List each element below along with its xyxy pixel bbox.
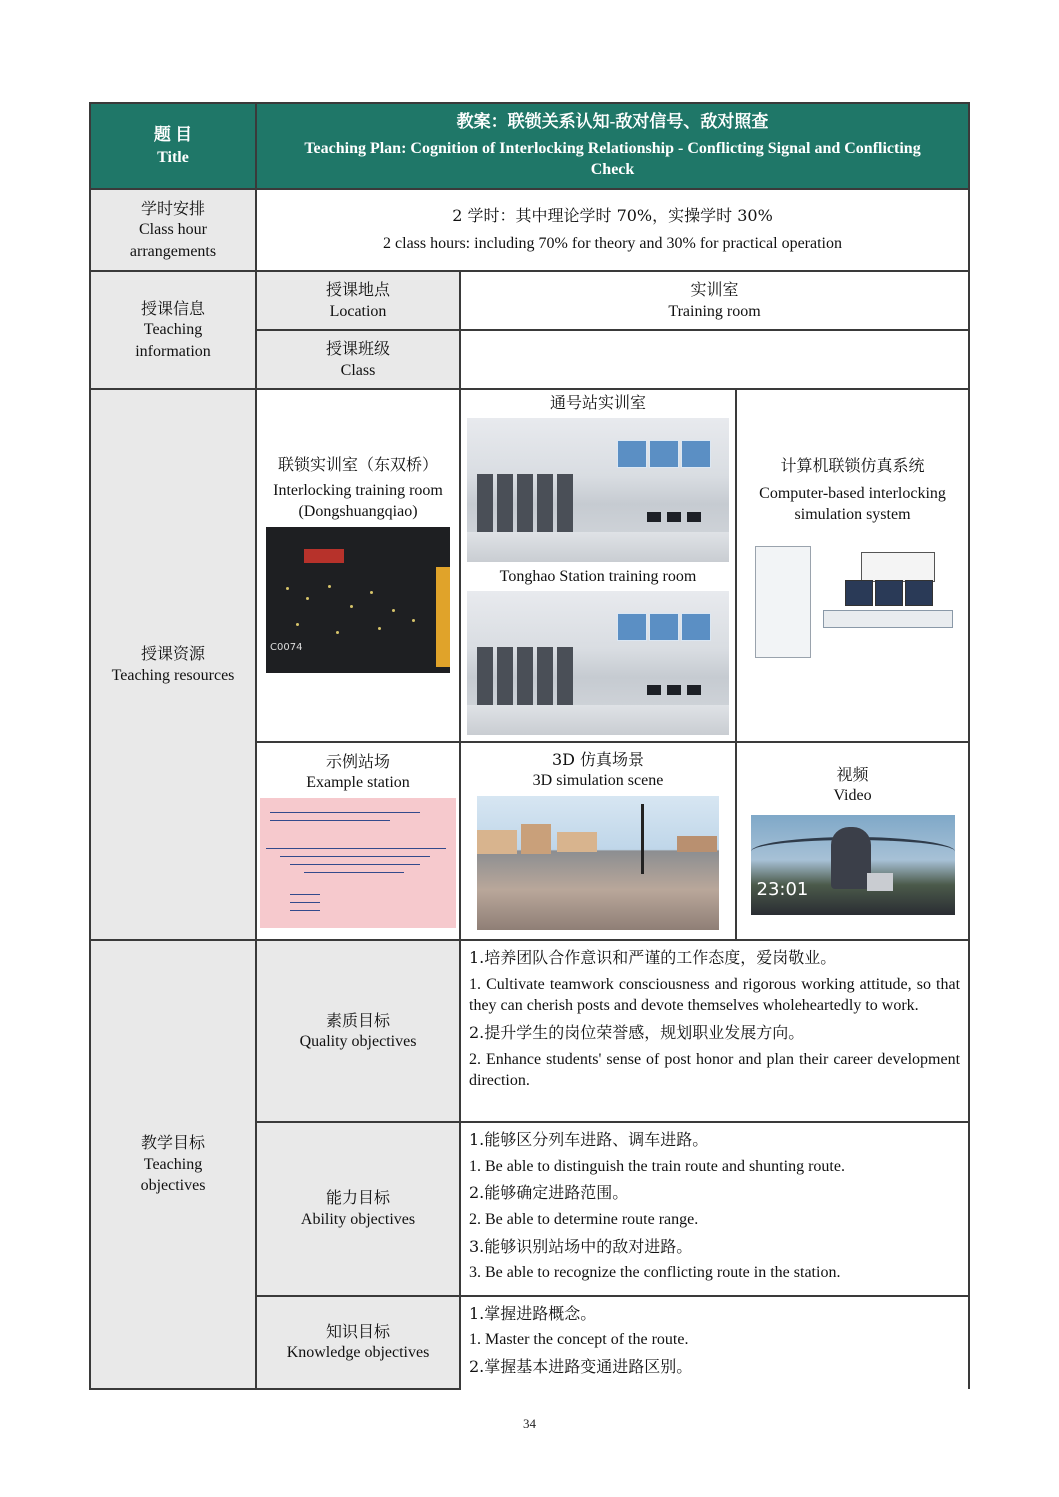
video-cn: 视频 [836, 764, 869, 784]
ability-item: 1.能够区分列车进路、调车进路。 [469, 1130, 709, 1150]
ability-label-cell [256, 1122, 460, 1296]
title-label-cell [90, 103, 256, 189]
ability-items-cell [460, 1122, 969, 1296]
sim-big-screen [861, 552, 935, 582]
title-cn: 教案：联锁关系认知-敌对信号、敌对照查 [456, 111, 769, 131]
resources-label-cn: 授课资源 [140, 644, 205, 663]
person-figure [436, 567, 450, 667]
sim-cabinet [755, 546, 811, 658]
knowledge-items-cell [460, 1296, 969, 1389]
class-label-cn: 授课班级 [325, 338, 390, 358]
example-station-diagram [260, 798, 456, 928]
knowledge-label-en: Knowledge objectives [286, 1344, 430, 1362]
title-label-en: Title [157, 148, 189, 166]
tonghao-photo-2 [467, 591, 729, 735]
knowledge-item: 1.掌握进路概念。 [469, 1303, 597, 1323]
scene3d-cell [460, 742, 736, 940]
quality-label-cn: 素质目标 [325, 1010, 390, 1030]
quality-item: 2.提升学生的岗位荣誉感，规划职业发展方向。 [469, 1022, 805, 1042]
objectives-label-cn: 教学目标 [140, 1132, 205, 1152]
location-value-cell [460, 271, 969, 330]
class-hours-label-cn: 学时安排 [140, 198, 205, 218]
tonghao-cn: 通号站实训室 [549, 393, 646, 412]
quality-item: 2. Enhance students' sense of post honor and plan their career development direction. [469, 1050, 961, 1090]
class-value-cell [460, 330, 969, 389]
sim-system-photo [753, 536, 953, 672]
objectives-label-en: Teaching objectives [140, 1155, 206, 1195]
scene3d-en: 3D simulation scene [532, 772, 664, 790]
panel-red-sign [304, 549, 344, 563]
quality-item: 1.培养团队合作意识和严谨的工作态度，爱岗敬业。 [469, 948, 837, 968]
teaching-info-label-cell [90, 271, 256, 389]
ability-label-en: Ability objectives [300, 1210, 416, 1228]
tonghao-photo-1 [467, 418, 729, 562]
sim-system-en: Computer-based interlocking simulation system [759, 484, 946, 524]
knowledge-label-cell [256, 1296, 460, 1389]
example-station-en: Example station [306, 774, 410, 792]
title-en: Teaching Plan: Cognition of Interlocking Relationship - Conflicting Signal and Conflicting Check [304, 139, 921, 179]
ability-item: 3.能够识别站场中的敌对进路。 [469, 1236, 693, 1256]
class-label-cell [256, 330, 460, 389]
location-value-en: Training room [668, 302, 761, 320]
title-label-cn: 题 目 [153, 124, 193, 144]
teaching-info-label-en: Teaching information [135, 321, 211, 360]
location-label-cell [256, 271, 460, 330]
objectives-label-cell [90, 940, 256, 1388]
class-hours-label-cell [90, 189, 256, 271]
knowledge-item: 1. Master the concept of the route. [469, 1331, 689, 1349]
page-number: 34 [523, 1416, 536, 1431]
scene3d-image [477, 796, 719, 930]
example-station-cn: 示例站场 [325, 751, 390, 771]
location-label-en: Location [329, 302, 387, 320]
location-value-cn: 实训室 [690, 279, 739, 299]
laptop-shape [867, 873, 893, 891]
interlocking-room-cell [256, 389, 460, 742]
video-en: Video [833, 787, 872, 805]
location-label-cn: 授课地点 [325, 279, 390, 299]
ability-item: 1. Be able to distinguish the train route and shunting route. [469, 1157, 845, 1175]
ability-item: 2. Be able to determine route range. [469, 1210, 699, 1228]
video-thumbnail[interactable] [751, 815, 955, 915]
teaching-info-label-cn: 授课信息 [140, 298, 205, 318]
example-station-cell [256, 742, 460, 940]
knowledge-item: 2.掌握基本进路变通进路区别。 [469, 1356, 693, 1376]
class-hours-label-en: Class hour arrangements [129, 221, 217, 260]
interlocking-room-en: Interlocking training room (Dongshuangqiao) [273, 481, 443, 521]
quality-label-en: Quality objectives [299, 1033, 417, 1051]
scene3d-cn: 3D 仿真场景 [551, 749, 645, 769]
quality-items-cell [460, 940, 969, 1122]
presenter-figure [831, 827, 871, 889]
knowledge-label-cn: 知识目标 [325, 1321, 390, 1341]
interlocking-room-photo [266, 527, 450, 673]
resources-label-cell [90, 389, 256, 940]
interlocking-room-cn: 联锁实训室（东双桥） [277, 455, 438, 475]
quality-label-cell [256, 940, 460, 1122]
sim-system-cn: 计算机联锁仿真系统 [780, 456, 925, 476]
teaching-plan-table [89, 102, 970, 1390]
ability-label-cn: 能力目标 [325, 1188, 390, 1208]
panel-caption: C0074 [270, 642, 303, 654]
class-hours-value-cn: 2 学时：其中理论学时 70%，实操学时 30% [452, 206, 773, 226]
ability-item: 2.能够确定进路范围。 [469, 1183, 629, 1203]
class-label-en: Class [340, 361, 376, 379]
tonghao-cell [460, 389, 736, 742]
video-time: 23:01 [756, 879, 809, 901]
video-cell [736, 742, 969, 940]
title-value-cell [256, 103, 969, 189]
ability-item: 3. Be able to recognize the conflicting route in the station. [469, 1264, 841, 1282]
sim-system-cell [736, 389, 969, 742]
quality-item: 1. Cultivate teamwork consciousness and rigorous working attitude, so that they can cherish posts and devote themselves wholeheartedly to work. [469, 975, 961, 1015]
tonghao-en: Tonghao Station training room [499, 567, 697, 585]
sim-desk [823, 610, 953, 628]
resources-label-en: Teaching resources [111, 666, 235, 684]
class-hours-value-en: 2 class hours: including 70% for theory and 30% for practical operation [383, 235, 842, 252]
class-hours-value-cell [256, 189, 969, 271]
